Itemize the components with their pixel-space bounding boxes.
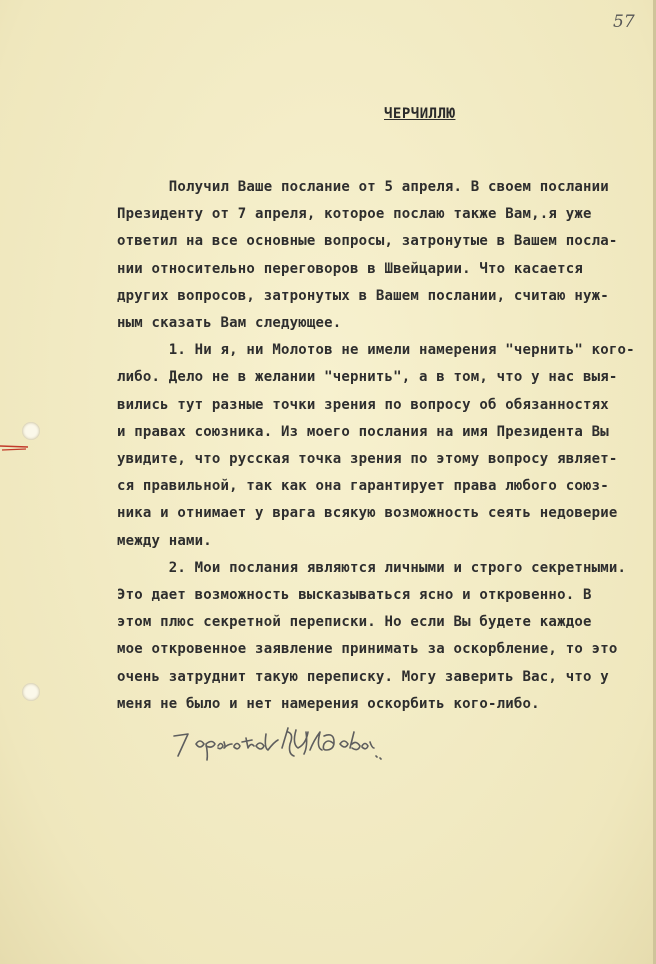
text-line: вились тут разные точки зрения по вопросу об обязанностях: [117, 396, 609, 413]
punch-hole: [22, 683, 40, 701]
text-line: 2. Мои послания являются личными и строго секретными.: [117, 559, 627, 576]
text-line: ся правильной, так как она гарантирует права любого союз-: [117, 478, 609, 495]
text-line: Президенту от 7 апреля, которое послаю также Вам,.я уже: [117, 206, 592, 223]
text-line: мое откровенное заявление принимать за оскорбление, то это: [117, 641, 618, 658]
text-line: Это дает возможность высказываться ясно и откровенно. В: [117, 587, 592, 604]
text-line: меня не было и нет намерения оскорбить кого-либо.: [117, 695, 540, 712]
text-line: нии относительно переговоров в Швейцарии. Что касается: [117, 260, 583, 277]
text-line: ника и отнимает у врага всякую возможность сеять недоверие: [117, 505, 618, 522]
handwritten-date: [172, 722, 402, 772]
page-number: 57: [613, 12, 635, 32]
page-title: ЧЕРЧИЛЛЮ: [384, 106, 456, 122]
text-line: и правах союзника. Из моего послания на имя Президента Вы: [117, 423, 609, 440]
text-line: увидите, что русская точка зрения по этому вопросу являет-: [117, 451, 618, 468]
text-line: очень затруднит такую переписку. Могу заверить Вас, что у: [117, 668, 609, 685]
text-line: ным сказать Вам следующее.: [117, 315, 342, 332]
text-line: либо. Дело не в желании "чернить", а в том, что у нас выя-: [117, 369, 618, 386]
text-line: 1. Ни я, ни Молотов не имели намерения "чернить" кого-: [117, 342, 635, 359]
red-margin-mark: [0, 443, 30, 453]
text-line: между нами.: [117, 532, 212, 549]
letter-body: [117, 174, 656, 718]
punch-hole: [22, 422, 40, 440]
text-line: Получил Ваше послание от 5 апреля. В своем послании: [117, 179, 609, 195]
text-line: этом плюс секретной переписки. Но если Вы будете каждое: [117, 614, 592, 631]
text-line: ответил на все основные вопросы, затронутые в Вашем посла-: [117, 233, 618, 250]
text-line: других вопросов, затронутых в Вашем послании, считаю нуж-: [117, 287, 609, 304]
